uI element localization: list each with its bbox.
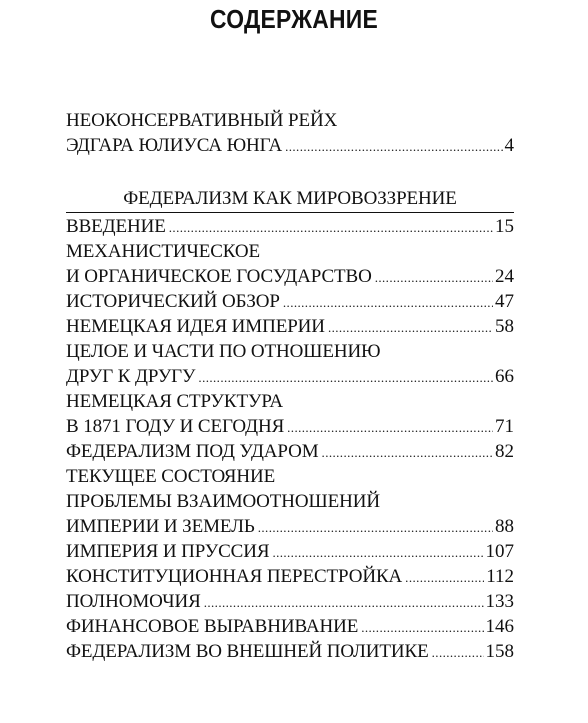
- toc-entry[interactable]: [66, 589, 514, 614]
- dot-leader: [272, 540, 483, 565]
- dot-leader: [328, 315, 493, 340]
- toc-page-number: 146: [485, 616, 514, 637]
- toc-entry-line: НЕОКОНСЕРВАТИВНЫЙ РЕЙХ: [66, 110, 338, 131]
- toc-entry-line: МЕХАНИСТИЧЕСКОЕ: [66, 241, 261, 262]
- toc-entry-line: ДРУГ К ДРУГУ: [66, 366, 196, 387]
- toc-page-number: 15: [495, 216, 514, 237]
- toc-entry[interactable]: [66, 289, 514, 314]
- toc-page-number: 24: [495, 266, 514, 287]
- toc-entry-line: ВВЕДЕНИЕ: [66, 216, 166, 237]
- toc-entry-line: В 1871 ГОДУ И СЕГОДНЯ: [66, 416, 285, 437]
- dot-leader: [432, 640, 484, 665]
- toc-entry-line: ПОЛНОМОЧИЯ: [66, 591, 201, 612]
- dot-leader: [283, 290, 493, 315]
- toc-page-number: 133: [485, 591, 514, 612]
- toc-entry-last-line: [66, 133, 514, 158]
- toc-page-number: 58: [495, 316, 514, 337]
- toc-entry[interactable]: [66, 464, 514, 539]
- toc-page-number: 82: [495, 441, 514, 462]
- toc-entry[interactable]: [66, 214, 514, 239]
- section-heading: ФЕДЕРАЛИЗМ КАК МИРОВОЗЗРЕНИЕ: [123, 188, 457, 209]
- toc-entry-line: ТЕКУЩЕЕ СОСТОЯНИЕ: [66, 466, 276, 487]
- toc-page-number: 107: [485, 541, 514, 562]
- toc-entry-last-line: [66, 214, 514, 239]
- toc-entry-line: ИМПЕРИЯ И ПРУССИЯ: [66, 541, 270, 562]
- dot-leader: [285, 134, 502, 159]
- toc-entry[interactable]: [66, 239, 514, 289]
- toc-entry-line: НЕМЕЦКАЯ СТРУКТУРА: [66, 391, 283, 412]
- toc-entry-last-line: [66, 414, 514, 439]
- toc-entry-line: НЕМЕЦКАЯ ИДЕЯ ИМПЕРИИ: [66, 316, 325, 337]
- toc-entry[interactable]: [66, 339, 514, 389]
- dot-leader: [375, 265, 493, 290]
- toc-entry-last-line: [66, 589, 514, 614]
- toc-page-number: 71: [495, 416, 514, 437]
- dot-leader: [258, 515, 493, 540]
- toc-page-number: 158: [485, 641, 514, 662]
- toc-entry-last-line: [66, 314, 514, 339]
- toc-entry-line: ИСТОРИЧЕСКИЙ ОБЗОР: [66, 291, 280, 312]
- dot-leader: [198, 365, 493, 390]
- dot-leader: [287, 415, 493, 440]
- toc-entry-line: ИМПЕРИИ И ЗЕМЕЛЬ: [66, 516, 255, 537]
- dot-leader: [169, 215, 493, 240]
- toc-entry[interactable]: [66, 564, 514, 589]
- toc-entry[interactable]: [66, 439, 514, 464]
- toc-entry-last-line: [66, 264, 514, 289]
- toc-entry-last-line: [66, 539, 514, 564]
- toc-page-number: 66: [495, 366, 514, 387]
- toc-entry-intro[interactable]: [66, 108, 514, 158]
- toc-entry-line: ФИНАНСОВОЕ ВЫРАВНИВАНИЕ: [66, 616, 359, 637]
- toc-entry[interactable]: [66, 314, 514, 339]
- toc-entry-line: ЭДГАРА ЮЛИУСА ЮНГА: [66, 135, 283, 156]
- toc-entry-last-line: [66, 639, 514, 664]
- toc-intro: [66, 108, 514, 158]
- toc-entry[interactable]: [66, 639, 514, 664]
- page-title: СОДЕРЖАНИЕ: [209, 4, 379, 34]
- toc-page-number: 88: [495, 516, 514, 537]
- toc-entry-last-line: [66, 364, 514, 389]
- toc-entry-line: ФЕДЕРАЛИЗМ ВО ВНЕШНЕЙ ПОЛИТИКЕ: [66, 641, 429, 662]
- toc-entry-line: ФЕДЕРАЛИЗМ ПОД УДАРОМ: [66, 441, 319, 462]
- dot-leader: [361, 615, 483, 640]
- toc-entry-line: ЦЕЛОЕ И ЧАСТИ ПО ОТНОШЕНИЮ: [66, 341, 381, 362]
- dot-leader: [405, 565, 484, 590]
- toc-entry-last-line: [66, 289, 514, 314]
- toc-entry[interactable]: [66, 539, 514, 564]
- toc-entry-line: ПРОБЛЕМЫ ВЗАИМООТНОШЕНИЙ: [66, 491, 380, 512]
- toc-entry-line: И ОРГАНИЧЕСКОЕ ГОСУДАРСТВО: [66, 266, 372, 287]
- dot-leader: [204, 590, 484, 615]
- toc-entry-last-line: [66, 514, 514, 539]
- toc-page-number: 47: [495, 291, 514, 312]
- dot-leader: [322, 440, 493, 465]
- toc-entry-last-line: [66, 614, 514, 639]
- toc-entry-line: КОНСТИТУЦИОННАЯ ПЕРЕСТРОЙКА: [66, 566, 403, 587]
- toc-section: [66, 186, 514, 664]
- toc-entry-last-line: [66, 439, 514, 464]
- toc-entry[interactable]: [66, 614, 514, 639]
- toc-entry-last-line: [66, 564, 514, 589]
- toc-page-number: 112: [486, 566, 514, 587]
- toc-page-number: 4: [504, 135, 514, 156]
- toc-entry[interactable]: [66, 389, 514, 439]
